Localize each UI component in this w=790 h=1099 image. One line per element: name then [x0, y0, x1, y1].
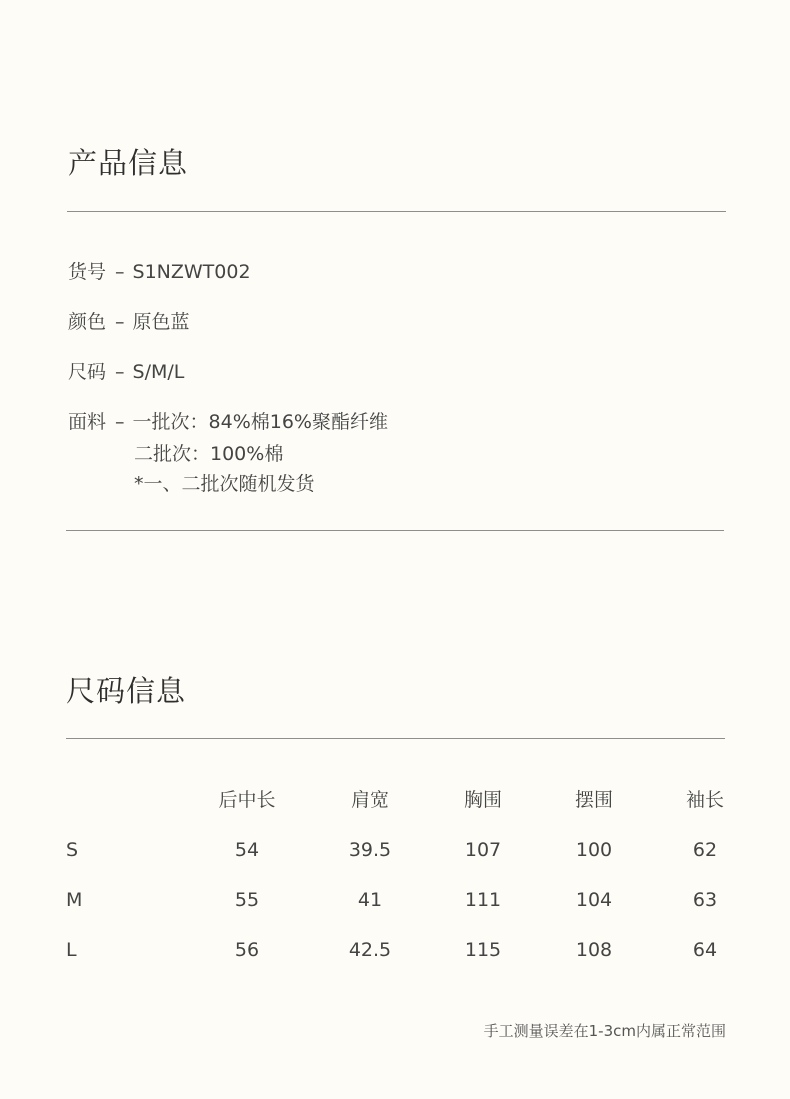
- info-value: 一批次：84%棉16%聚酯纤维: [132, 411, 388, 433]
- info-value: S1NZWT002: [132, 261, 251, 283]
- size-info-title: 尺码信息: [66, 674, 187, 708]
- product-info-title: 产品信息: [68, 146, 189, 180]
- info-label: 尺码: [68, 361, 107, 383]
- info-row-color: [68, 313, 190, 332]
- table-cell: 108: [575, 939, 613, 961]
- info-label: 货号: [68, 261, 107, 283]
- size-row-label: L: [66, 939, 77, 961]
- table-cell: 107: [464, 839, 502, 861]
- info-row-size: [68, 363, 184, 382]
- size-row-label: M: [66, 889, 83, 911]
- info-dash: –: [115, 261, 125, 283]
- table-cell: 39.5: [348, 839, 392, 861]
- column-header: 胸围: [463, 789, 502, 811]
- info-row-sku: [68, 263, 251, 282]
- table-cell: 100: [575, 839, 613, 861]
- column-header: 肩宽: [350, 789, 389, 811]
- fabric-batch-two: 二批次：100%棉: [134, 443, 284, 465]
- table-cell: 104: [575, 889, 613, 911]
- info-dash: –: [115, 311, 125, 333]
- product-info-top-divider: [67, 211, 726, 212]
- info-dash: –: [115, 361, 125, 383]
- fabric-batch-note: *一、二批次随机发货: [134, 473, 315, 495]
- table-cell: 55: [234, 889, 260, 911]
- info-dash: –: [115, 411, 125, 433]
- column-header: 摆围: [574, 789, 613, 811]
- table-cell: 54: [234, 839, 260, 861]
- size-info-top-divider: [66, 738, 725, 739]
- product-info-bottom-divider: [66, 530, 724, 531]
- table-cell: 63: [692, 889, 718, 911]
- table-cell: 111: [464, 889, 502, 911]
- column-header: 袖长: [685, 789, 724, 811]
- table-cell: 41: [357, 889, 383, 911]
- measurement-note: 手工测量误差在1-3cm内属正常范围: [483, 1022, 726, 1040]
- size-row-label: S: [66, 839, 79, 861]
- info-label: 面料: [68, 411, 107, 433]
- table-cell: 62: [692, 839, 718, 861]
- info-value: S/M/L: [132, 361, 185, 383]
- info-row-fabric: [68, 413, 388, 432]
- info-value: 原色蓝: [132, 311, 190, 333]
- table-cell: 64: [692, 939, 718, 961]
- table-cell: 42.5: [348, 939, 392, 961]
- table-cell: 115: [464, 939, 502, 961]
- table-cell: 56: [234, 939, 260, 961]
- column-header: 后中长: [218, 789, 276, 811]
- info-label: 颜色: [68, 311, 107, 333]
